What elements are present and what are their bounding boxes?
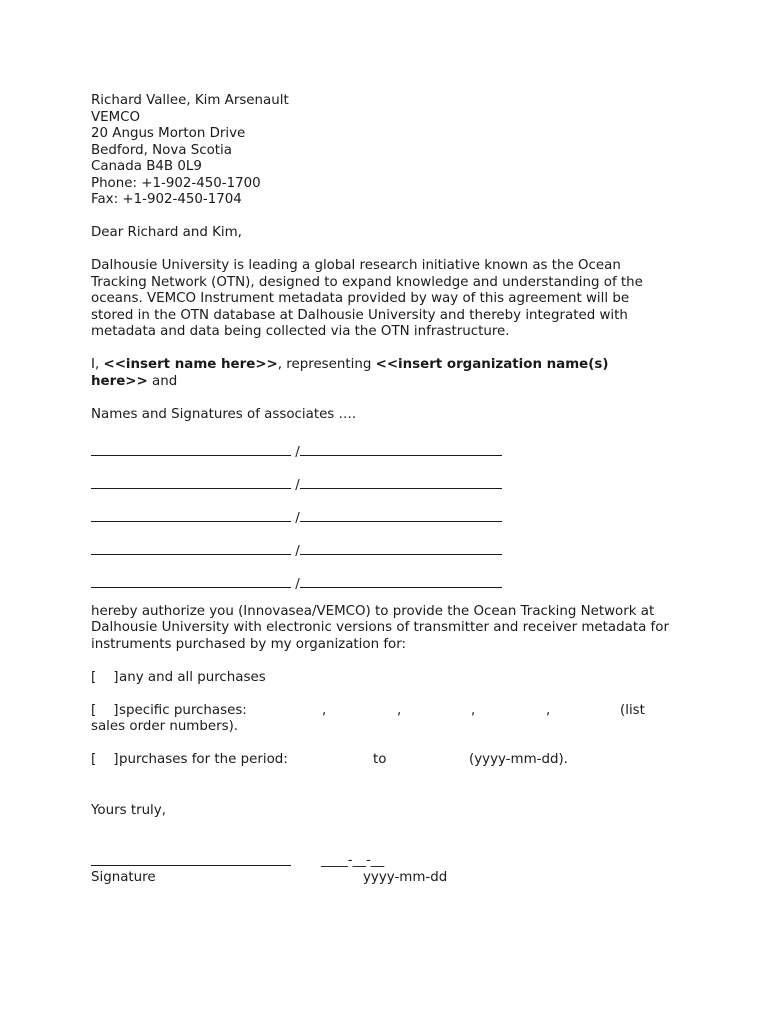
- option-specific-purchases[interactable]: [91, 703, 691, 720]
- date-format-hint: (yyyy-mm-dd).: [469, 752, 568, 767]
- declaration-paragraph: I, <<insert name here>>, representing <<insert organization name(s) here>> and: [91, 357, 609, 389]
- comma: ,: [546, 702, 551, 718]
- option-all-purchases[interactable]: [91, 670, 691, 687]
- organization-placeholder[interactable]: <<insert organization name(s) here>>: [91, 357, 609, 389]
- period-to: to: [373, 752, 387, 767]
- recipient-phone: Phone: +1-902-450-1700: [91, 175, 261, 191]
- signature-blank[interactable]: [91, 853, 291, 866]
- recipient-fax: Fax: +1-902-450-1704: [91, 192, 242, 207]
- associate-name-blank[interactable]: [91, 476, 291, 489]
- checkbox[interactable]: [ ]: [91, 752, 119, 767]
- associate-name-blank[interactable]: [91, 509, 291, 522]
- list-note: (list: [620, 702, 645, 718]
- name-placeholder[interactable]: <<insert name here>>: [103, 357, 278, 372]
- associate-signature-blank[interactable]: [300, 575, 502, 588]
- associate-name-blank[interactable]: [91, 542, 291, 555]
- comma: ,: [471, 702, 476, 718]
- associate-line[interactable]: /: [91, 476, 691, 493]
- comma: ,: [322, 702, 327, 718]
- associate-line[interactable]: /: [91, 509, 691, 526]
- list-note-continued: sales order numbers).: [91, 719, 239, 734]
- checkbox[interactable]: [ ]: [91, 702, 119, 718]
- recipient-city: Bedford, Nova Scotia: [91, 142, 232, 158]
- option-period-purchases[interactable]: [91, 752, 691, 769]
- intro-paragraph: Dalhousie University is leading a global research initiative known as the Ocean Tracking Network (OTN), designed to expand knowledge and understanding of the oceans. VEMCO Instrument metadata provided by way of this agreement will be stored in the OTN database at Dalhousie University and thereby integrated with metadata and data being collected via the OTN infrastructure.: [91, 258, 643, 339]
- associate-name-blank[interactable]: [91, 443, 291, 456]
- option-period-label: purchases for the period:: [119, 752, 288, 767]
- recipient-postal: Canada B4B 0L9: [91, 159, 202, 174]
- associate-line[interactable]: /: [91, 443, 691, 460]
- authorization-paragraph: hereby authorize you (Innovasea/VEMCO) to provide the Ocean Tracking Network at Dalhousie University with electronic versions of transmitter and receiver metadata for instruments purchased by my organization for:: [91, 603, 669, 652]
- signature-label: Signature: [91, 870, 156, 885]
- recipient-street: 20 Angus Morton Drive: [91, 126, 246, 141]
- letter-body: [91, 93, 691, 886]
- associates-label: Names and Signatures of associates ….: [91, 406, 357, 422]
- associate-signature-blank[interactable]: [300, 476, 502, 489]
- signature-block: [91, 853, 691, 886]
- date-blank[interactable]: ____-__-__: [321, 853, 385, 868]
- associate-line[interactable]: /: [91, 575, 691, 592]
- recipient-company: VEMCO: [91, 109, 141, 125]
- recipient-names: Richard Vallee, Kim Arsenault: [91, 93, 289, 108]
- option-specific-label: specific purchases:: [119, 702, 247, 718]
- checkbox[interactable]: [ ]: [91, 669, 119, 685]
- associate-name-blank[interactable]: [91, 575, 291, 588]
- associate-signature-blank[interactable]: [300, 542, 502, 555]
- associate-signature-blank[interactable]: [300, 509, 502, 522]
- salutation: Dear Richard and Kim,: [91, 225, 242, 240]
- comma: ,: [397, 702, 402, 718]
- closing: Yours truly,: [91, 802, 166, 818]
- option-all-label: any and all purchases: [119, 669, 266, 685]
- associate-line[interactable]: /: [91, 542, 691, 559]
- date-label: yyyy-mm-dd: [363, 870, 448, 885]
- associate-signature-blank[interactable]: [300, 443, 502, 456]
